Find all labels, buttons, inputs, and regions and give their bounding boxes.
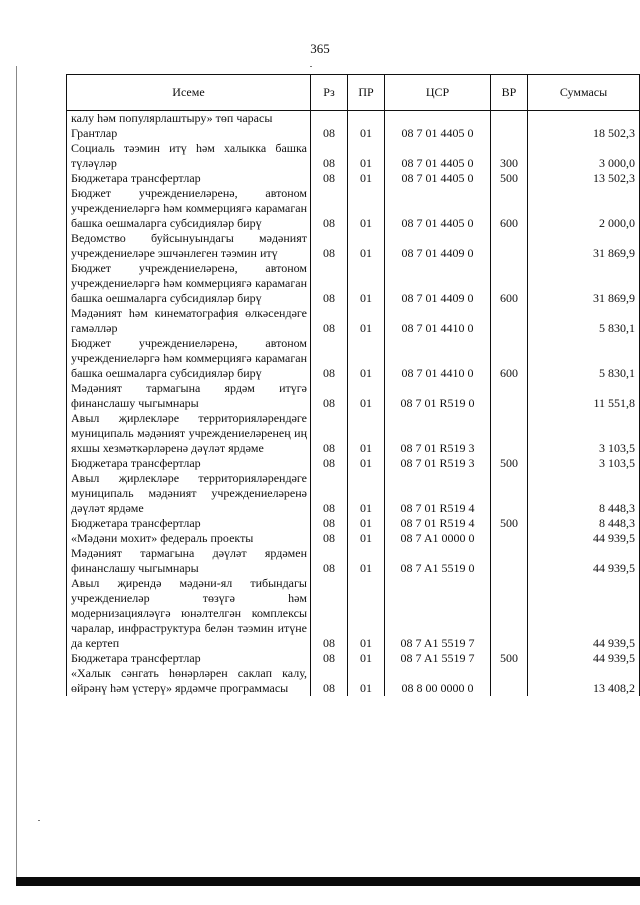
- row-pr: 01: [348, 411, 385, 456]
- row-rz: [311, 111, 348, 127]
- row-rz: 08: [311, 381, 348, 411]
- row-csr: 08 7 A1 5519 0: [385, 546, 491, 576]
- header-name: Исеме: [67, 75, 311, 111]
- row-vr: [491, 231, 528, 261]
- header-csr: ЦСР: [385, 75, 491, 111]
- row-vr: 600: [491, 261, 528, 306]
- row-sum: 31 869,9: [528, 261, 640, 306]
- row-rz: 08: [311, 126, 348, 141]
- table-row: [67, 576, 640, 651]
- row-vr: [491, 306, 528, 336]
- row-pr: 01: [348, 126, 385, 141]
- row-pr: 01: [348, 576, 385, 651]
- row-rz: 08: [311, 471, 348, 516]
- row-name: Бюджетара трансфертлар: [67, 516, 311, 531]
- table-row: [67, 171, 640, 186]
- row-sum: 44 939,5: [528, 546, 640, 576]
- row-rz: 08: [311, 336, 348, 381]
- table-row: [67, 231, 640, 261]
- table-row: [67, 546, 640, 576]
- row-rz: 08: [311, 261, 348, 306]
- row-sum: 5 830,1: [528, 336, 640, 381]
- row-csr: 08 7 01 4405 0: [385, 171, 491, 186]
- row-rz: 08: [311, 231, 348, 261]
- row-csr: 08 7 01 4405 0: [385, 126, 491, 141]
- row-csr: 08 7 01 4409 0: [385, 231, 491, 261]
- row-pr: 01: [348, 546, 385, 576]
- row-csr: 08 7 A1 5519 7: [385, 576, 491, 651]
- table-row: [67, 381, 640, 411]
- row-rz: 08: [311, 141, 348, 171]
- row-pr: 01: [348, 651, 385, 666]
- row-pr: 01: [348, 231, 385, 261]
- row-vr: 500: [491, 651, 528, 666]
- row-csr: 08 8 00 0000 0: [385, 666, 491, 696]
- row-name: Мәдәният тармагына ярдәм итүгә финанслашу чыгымнары: [67, 381, 311, 411]
- row-name: Авыл җирлекләре территорияләрендәге муниципаль мәдәният учреждениеләренең иң яхшы хезмәткәрләренә дәүләт ярдәме: [67, 411, 311, 456]
- row-sum: 3 103,5: [528, 456, 640, 471]
- row-name: «Мәдәни мохит» федераль проекты: [67, 531, 311, 546]
- row-csr: 08 7 01 4409 0: [385, 261, 491, 306]
- row-vr: 600: [491, 186, 528, 231]
- row-name: Бюджетара трансфертлар: [67, 171, 311, 186]
- row-rz: 08: [311, 666, 348, 696]
- row-sum: 8 448,3: [528, 471, 640, 516]
- row-pr: 01: [348, 306, 385, 336]
- row-sum: 3 103,5: [528, 411, 640, 456]
- table-row: [67, 186, 640, 231]
- row-vr: [491, 546, 528, 576]
- row-rz: 08: [311, 651, 348, 666]
- row-name: Авыл җирлекләре территорияләрендәге муниципаль мәдәният учреждениеләренә дәүләт ярдәме: [67, 471, 311, 516]
- row-sum: 2 000,0: [528, 186, 640, 231]
- row-vr: 500: [491, 171, 528, 186]
- row-csr: 08 7 01 R519 4: [385, 471, 491, 516]
- row-sum: 13 408,2: [528, 666, 640, 696]
- header-rz: Рз: [311, 75, 348, 111]
- row-vr: [491, 411, 528, 456]
- row-name: Грантлар: [67, 126, 311, 141]
- row-rz: 08: [311, 186, 348, 231]
- row-csr: 08 7 01 R519 3: [385, 411, 491, 456]
- row-csr: 08 7 01 4410 0: [385, 336, 491, 381]
- row-name: Мәдәният тармагына дәүләт ярдәмен финанслашу чыгымнары: [67, 546, 311, 576]
- table-row: [67, 336, 640, 381]
- table-row: [67, 456, 640, 471]
- row-sum: [528, 111, 640, 127]
- table-row: [67, 306, 640, 336]
- row-rz: 08: [311, 411, 348, 456]
- row-sum: 31 869,9: [528, 231, 640, 261]
- row-name: Мәдәният һәм кинематография өлкәсендәге гамәлләр: [67, 306, 311, 336]
- row-pr: 01: [348, 381, 385, 411]
- row-rz: 08: [311, 516, 348, 531]
- row-sum: 5 830,1: [528, 306, 640, 336]
- row-name: Ведомство буйсынуындагы мәдәният учреждениеләре эшчәнлеген тәэмин итү: [67, 231, 311, 261]
- table-row: [67, 516, 640, 531]
- table-row: [67, 141, 640, 171]
- row-pr: 01: [348, 171, 385, 186]
- table-row: [67, 666, 640, 696]
- row-csr: 08 7 01 4405 0: [385, 186, 491, 231]
- scan-speck: [310, 66, 312, 67]
- table-row: [67, 471, 640, 516]
- row-rz: 08: [311, 576, 348, 651]
- row-rz: 08: [311, 171, 348, 186]
- row-name: Бюджет учреждениеләренә, автоном учреждениеләргә һәм коммерциягә карамаган башка оешмаларга субсидияләр бирү: [67, 261, 311, 306]
- scan-left-edge: [16, 66, 17, 877]
- row-pr: 01: [348, 141, 385, 171]
- row-vr: 500: [491, 516, 528, 531]
- row-name: Бюджет учреждениеләренә, автоном учреждениеләргә һәм коммерциягә карамаган башка оешмаларга субсидияләр бирү: [67, 336, 311, 381]
- row-rz: 08: [311, 306, 348, 336]
- row-rz: 08: [311, 531, 348, 546]
- row-csr: 08 7 01 4405 0: [385, 141, 491, 171]
- row-name: «Халык сәнгать һөнәрләрен саклап калу, өйрәнү һәм үстерү» ярдәмче программасы: [67, 666, 311, 696]
- header-sum: Суммасы: [528, 75, 640, 111]
- row-name: калу һәм популярлаштыру» төп чарасы: [67, 111, 311, 127]
- row-rz: 08: [311, 456, 348, 471]
- row-pr: [348, 111, 385, 127]
- row-vr: [491, 381, 528, 411]
- row-vr: 600: [491, 336, 528, 381]
- row-sum: 3 000,0: [528, 141, 640, 171]
- row-vr: [491, 126, 528, 141]
- row-pr: 01: [348, 516, 385, 531]
- row-csr: 08 7 01 R519 3: [385, 456, 491, 471]
- row-csr: 08 7 A1 0000 0: [385, 531, 491, 546]
- scan-bottom-bar: [16, 877, 640, 886]
- row-vr: [491, 666, 528, 696]
- header-pr: ПР: [348, 75, 385, 111]
- row-sum: 44 939,5: [528, 531, 640, 546]
- row-csr: [385, 111, 491, 127]
- header-vr: ВР: [491, 75, 528, 111]
- row-sum: 44 939,5: [528, 651, 640, 666]
- row-csr: 08 7 A1 5519 7: [385, 651, 491, 666]
- budget-table: [66, 74, 640, 696]
- table-row: [67, 126, 640, 141]
- row-name: Авыл җирендә мәдәни-ял тибындагы учреждениеләр төзүгә һәм модернизацияләүгә юнәлтелгән комплексы чаралар, инфраструктура белән тәэмин итүне да кертеп: [67, 576, 311, 651]
- row-name: Бюджет учреждениеләренә, автоном учреждениеләргә һәм коммерциягә карамаган башка оешмаларга субсидияләр бирү: [67, 186, 311, 231]
- row-pr: 01: [348, 471, 385, 516]
- row-rz: 08: [311, 546, 348, 576]
- row-csr: 08 7 01 R519 0: [385, 381, 491, 411]
- table-row: [67, 111, 640, 127]
- row-vr: 500: [491, 456, 528, 471]
- row-sum: 8 448,3: [528, 516, 640, 531]
- row-pr: 01: [348, 336, 385, 381]
- row-pr: 01: [348, 666, 385, 696]
- row-vr: [491, 576, 528, 651]
- row-vr: 300: [491, 141, 528, 171]
- row-vr: [491, 471, 528, 516]
- row-vr: [491, 111, 528, 127]
- row-pr: 01: [348, 186, 385, 231]
- table-header-row: [67, 75, 640, 111]
- row-pr: 01: [348, 531, 385, 546]
- row-csr: 08 7 01 R519 4: [385, 516, 491, 531]
- row-vr: [491, 531, 528, 546]
- row-sum: 13 502,3: [528, 171, 640, 186]
- row-sum: 18 502,3: [528, 126, 640, 141]
- scan-speck: [38, 820, 40, 821]
- row-name: Бюджетара трансфертлар: [67, 456, 311, 471]
- row-pr: 01: [348, 456, 385, 471]
- row-csr: 08 7 01 4410 0: [385, 306, 491, 336]
- table-row: [67, 411, 640, 456]
- row-name: Бюджетара трансфертлар: [67, 651, 311, 666]
- page-number: 365: [310, 41, 330, 56]
- table-row: [67, 531, 640, 546]
- row-pr: 01: [348, 261, 385, 306]
- row-sum: 44 939,5: [528, 576, 640, 651]
- row-name: Социаль тәэмин итү һәм халыкка башка түләүләр: [67, 141, 311, 171]
- table-row: [67, 651, 640, 666]
- table-row: [67, 261, 640, 306]
- row-sum: 11 551,8: [528, 381, 640, 411]
